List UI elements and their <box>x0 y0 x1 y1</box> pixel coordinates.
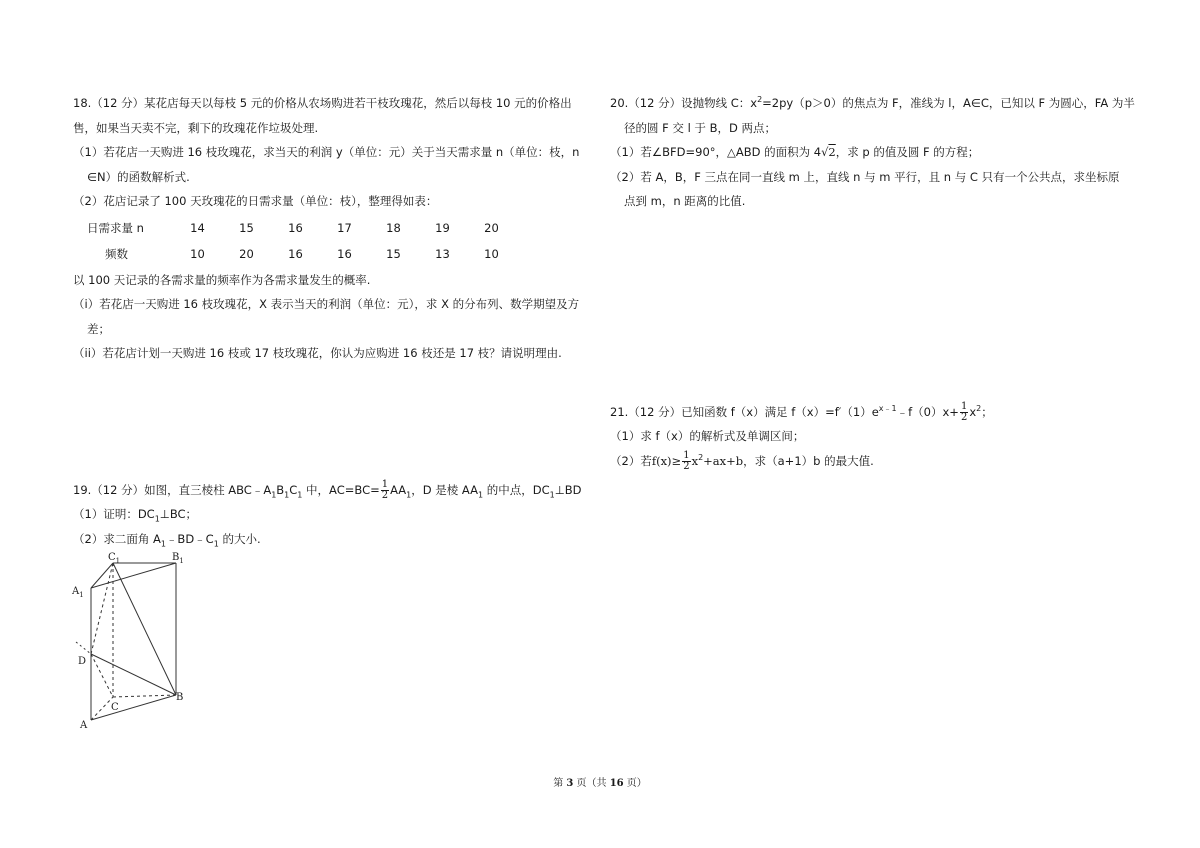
table-cell: 16 <box>337 247 352 262</box>
table-cell: 16 <box>288 247 303 262</box>
table-header-frequency: 频数 <box>105 247 128 262</box>
sqrt-symbol: √2 <box>821 145 836 159</box>
q18-sub2: （2）花店记录了 100 天玫瑰花的日需求量（单位：枝），整理得如表： <box>73 194 438 208</box>
q21-part2: （2）若f(x)≥ $\frac{1}{2}$ $x^2+ax+b$，求（a+1）b 的最大值. <box>610 449 874 472</box>
table-cell: 15 <box>239 221 254 236</box>
label-B: B <box>176 692 184 703</box>
label-D: D <box>78 656 87 667</box>
segment-C1B <box>113 563 176 695</box>
page-footer: 第 3 页（共 16 页） <box>553 778 647 789</box>
table-cell: 17 <box>337 221 352 236</box>
table-cell: 15 <box>386 247 401 262</box>
q21-line1: 21.（12 分）已知函数 f（x）满足 $f(x)=f'(1)e^{x﹣1}﹣f(0)x+$ $\frac{1}{2}$ $x^2$； <box>610 400 993 423</box>
q20-line2: 径的圆 F 交 l 于 B，D 两点； <box>624 120 776 135</box>
segment-DC1 <box>91 563 113 654</box>
demand-frequency-table <box>87 216 516 268</box>
mark-tick <box>76 642 91 654</box>
segment-DB <box>91 654 176 695</box>
right-column <box>610 91 1135 473</box>
table-cell: 19 <box>435 221 450 236</box>
table-cell: 20 <box>239 247 254 262</box>
q19-part2: （2）求二面角 $A_1﹣BD﹣C_1$ 的大小. <box>73 531 261 548</box>
edge-CB <box>113 695 176 697</box>
q18-line2: 售，如果当天卖不完，剩下的玫瑰花作垃圾处理. <box>73 120 319 135</box>
q18-sub-ii: （ii）若花店计划一天购进 16 枝或 17 枝玫瑰花，你认为应购进 16 枝还是 17 枝？请说明理由. <box>73 346 562 360</box>
table-cell: 16 <box>288 221 303 236</box>
table-cell: 14 <box>190 221 205 236</box>
label-B1: $B_1$ <box>172 552 184 565</box>
label-C1: $C_1$ <box>108 552 121 565</box>
q20-part1: （1）若∠BFD=90°，△ABD 的面积为 4√2，求 p 的值及圆 F 的方程； <box>610 145 980 159</box>
fraction-one-half: $\frac{1}{2}$ <box>381 478 389 501</box>
q18-sub1a: （1）若花店一天购进 16 枝玫瑰花，求当天的利润 y（单位：元）关于当天需求量 n（单位：枝，n <box>73 145 580 159</box>
label-A1: $A_1$ <box>72 586 84 599</box>
label-C: C <box>111 702 119 713</box>
q18-line1: 18.（12 分）某花店每天以每枝 5 元的价格从农场购进若干枝玫瑰花，然后以每枝 10 元的价格出 <box>73 96 572 110</box>
q19-line1: 19.（12 分）如图，直三棱柱 $ABC﹣A_1B_1C_1$ 中，AC=BC= $\frac{1}{2}$ $AA_1$，D 是棱 $AA_1$ 的中点，$DC_1\perp BD$ <box>73 478 582 501</box>
table-row <box>87 216 516 242</box>
prism-figure <box>66 550 196 739</box>
q18-sub-i-b: 差； <box>87 321 110 336</box>
label-A: A <box>80 720 88 731</box>
q18-sub-i-a: （i）若花店一天购进 16 枝玫瑰花，X 表示当天的利润（单位：元），求 X 的分布列、数学期望及方 <box>73 297 580 311</box>
table-cell: 20 <box>484 221 499 236</box>
spacer <box>73 366 593 478</box>
q18-after-table: 以 100 天记录的各需求量的频率作为各需求量发生的概率. <box>73 272 371 287</box>
table-cell: 10 <box>484 247 499 262</box>
edge-A1B1 <box>91 563 176 588</box>
table-row <box>87 242 516 268</box>
spacer <box>610 214 1130 400</box>
table-cell: 13 <box>435 247 450 262</box>
prism-diagram <box>66 550 196 735</box>
fraction-one-half: $\frac{1}{2}$ <box>683 449 690 472</box>
page-total: 16 <box>609 778 624 789</box>
edge-AB <box>91 695 176 720</box>
table-header-demand: 日需求量 n <box>87 221 144 236</box>
q19-part1: （1）证明：$DC_1\perp BC$； <box>73 507 198 524</box>
table-cell: 18 <box>386 221 401 236</box>
q21-part1: （1）求 f（x）的解析式及单调区间； <box>610 429 805 443</box>
left-column <box>73 91 593 551</box>
q20-line1: 20.（12 分）设抛物线 C：$x^2=2py(p>0)$的焦点为 F，准线为 l，A∈C，已知以 F 为圆心，FA 为半 <box>610 95 1135 110</box>
q20-part2b: 点到 m，n 距离的比值. <box>624 194 746 208</box>
page-number: 3 <box>566 778 574 789</box>
q20-part2a: （2）若 A，B，F 三点在同一直线 m 上，直线 n 与 m 平行，且 n 与 C 只有一个公共点，求坐标原 <box>610 169 1120 184</box>
q18-sub1b: ∈N）的函数解析式. <box>87 169 190 184</box>
fraction-one-half: $\frac{1}{2}$ <box>960 400 968 423</box>
table-cell: 10 <box>190 247 205 262</box>
segment-DC <box>91 654 113 697</box>
